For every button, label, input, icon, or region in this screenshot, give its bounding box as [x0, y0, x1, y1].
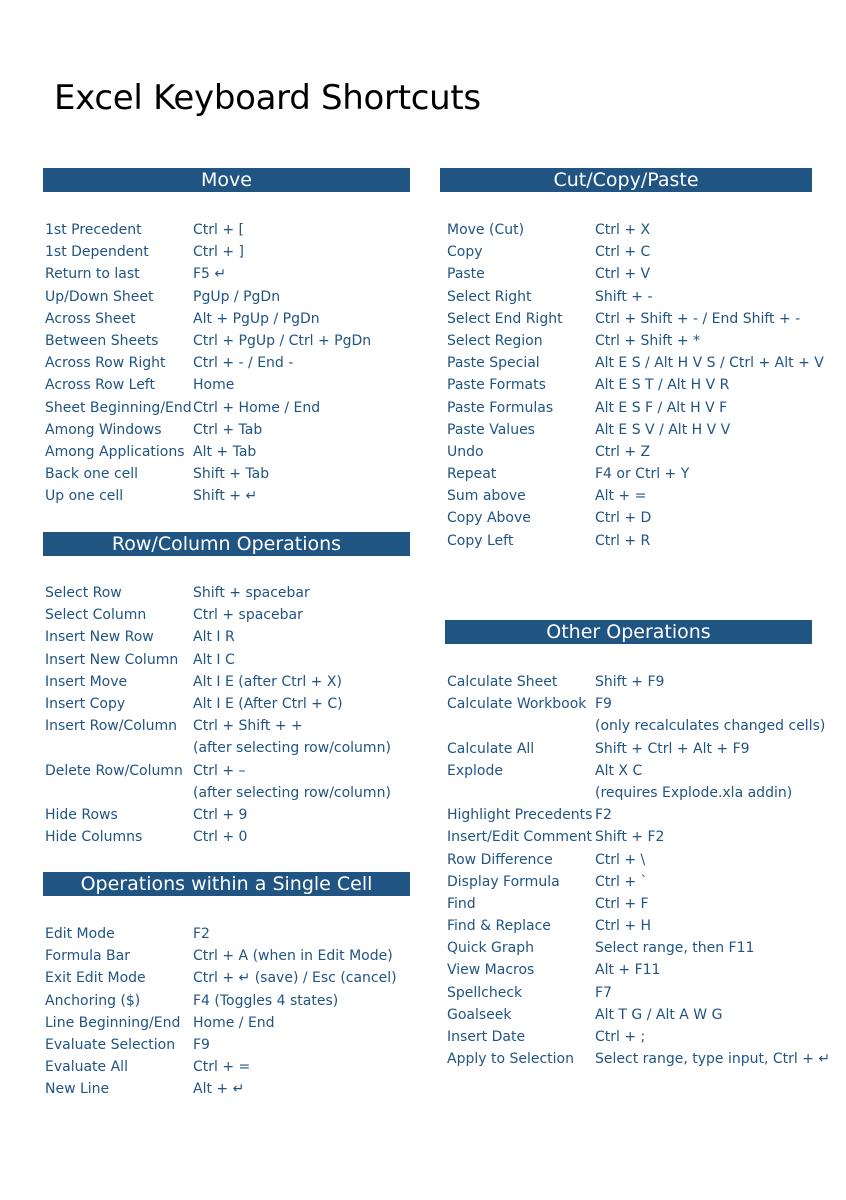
- shortcut-keys: Alt E S F / Alt H V F: [595, 399, 728, 416]
- shortcut-action: Paste Formats: [447, 377, 546, 394]
- shortcut-action: Select Right: [447, 288, 532, 305]
- shortcut-keys: Alt X C: [595, 762, 643, 779]
- shortcut-action: Select Region: [447, 332, 543, 349]
- shortcut-row: [447, 937, 837, 959]
- shortcut-keys: Alt + =: [595, 488, 647, 505]
- shortcut-action: Apply to Selection: [447, 1051, 574, 1068]
- shortcut-action: Edit Mode: [45, 926, 115, 942]
- shortcut-row: [447, 507, 837, 529]
- shortcut-action: Anchoring ($): [45, 992, 141, 1009]
- shortcut-list-cut-copy-paste: [447, 219, 837, 552]
- shortcut-row: [447, 671, 837, 693]
- shortcut-keys: F9: [193, 1036, 210, 1053]
- shortcut-row: [447, 419, 837, 441]
- shortcut-row: [45, 649, 410, 671]
- shortcut-keys: F4 (Toggles 4 states): [193, 992, 339, 1009]
- shortcut-keys: Shift + -: [595, 288, 653, 305]
- shortcut-row: [447, 782, 837, 804]
- shortcut-keys: Shift + F2: [595, 829, 665, 846]
- shortcut-keys: F5 ↵: [193, 266, 227, 283]
- shortcut-keys: Ctrl + 9: [193, 806, 248, 823]
- shortcut-keys: Ctrl + C: [595, 244, 651, 261]
- shortcut-action: Display Formula: [447, 873, 560, 890]
- shortcut-keys: F4 or Ctrl + Y: [595, 466, 690, 483]
- shortcut-action: Calculate Workbook: [447, 696, 587, 713]
- shortcut-keys: Ctrl + Shift + *: [595, 332, 700, 349]
- shortcut-keys: Alt + PgUp / PgDn: [193, 310, 320, 327]
- shortcut-row: [45, 715, 410, 737]
- shortcut-action: [447, 782, 595, 804]
- shortcut-keys: Ctrl + Shift + - / End Shift + -: [595, 310, 801, 327]
- shortcut-keys: Ctrl + R: [595, 532, 651, 549]
- section-header-single-cell: Operations within a Single Cell: [43, 872, 410, 896]
- shortcut-row: [45, 582, 410, 604]
- shortcut-keys: Alt E S / Alt H V S / Ctrl + Alt + V: [595, 355, 824, 372]
- shortcut-row: [45, 967, 410, 989]
- shortcut-keys: Ctrl + H: [595, 918, 652, 935]
- shortcut-keys: Alt T G / Alt A W G: [595, 1006, 723, 1023]
- shortcut-keys: Shift + F9: [595, 674, 665, 690]
- shortcut-keys: Alt + Tab: [193, 443, 257, 460]
- shortcut-keys: Ctrl + X: [595, 222, 651, 238]
- shortcut-row: [45, 330, 410, 352]
- shortcut-action: Calculate All: [447, 740, 535, 757]
- shortcut-action: Across Sheet: [45, 310, 136, 327]
- shortcut-action: Copy Above: [447, 510, 531, 527]
- shortcut-row: [45, 804, 410, 826]
- shortcut-keys: (after selecting row/column): [193, 740, 391, 757]
- shortcut-keys: (requires Explode.xla addin): [595, 784, 793, 801]
- shortcut-row: [45, 826, 410, 848]
- shortcut-action: Goalseek: [447, 1006, 512, 1023]
- shortcut-action: New Line: [45, 1081, 110, 1098]
- shortcut-row: [447, 330, 837, 352]
- shortcut-keys: Alt + F11: [595, 962, 661, 979]
- page-title: Excel Keyboard Shortcuts: [54, 78, 481, 118]
- shortcut-keys: F2: [193, 926, 210, 942]
- shortcut-row: [447, 397, 837, 419]
- shortcut-row: [447, 693, 837, 715]
- shortcut-row: [45, 441, 410, 463]
- shortcut-row: [45, 1056, 410, 1078]
- shortcut-keys: Alt + ↵: [193, 1081, 245, 1098]
- shortcut-keys: Shift + spacebar: [193, 585, 310, 601]
- shortcut-row: [447, 241, 837, 263]
- shortcut-action: Undo: [447, 443, 484, 460]
- shortcut-action: Copy: [447, 244, 483, 261]
- shortcut-action: Select End Right: [447, 310, 563, 327]
- shortcut-keys: Home: [193, 377, 235, 394]
- shortcut-action: Row Difference: [447, 851, 553, 868]
- shortcut-row: [447, 871, 837, 893]
- shortcut-action: Repeat: [447, 466, 497, 483]
- shortcut-row: [447, 1004, 837, 1026]
- shortcut-action: Hide Columns: [45, 829, 143, 846]
- section-header-row-column: Row/Column Operations: [43, 532, 410, 556]
- shortcut-list-single-cell: [45, 923, 410, 1101]
- shortcut-row: [447, 263, 837, 285]
- shortcut-row: [45, 219, 410, 241]
- shortcut-row: [447, 893, 837, 915]
- shortcut-row: [45, 308, 410, 330]
- shortcut-row: [45, 374, 410, 396]
- shortcut-action: View Macros: [447, 962, 535, 979]
- shortcut-action: Across Row Right: [45, 355, 166, 372]
- shortcut-keys: Alt I C: [193, 651, 235, 668]
- shortcut-row: [447, 1048, 837, 1070]
- shortcut-action: [45, 737, 193, 759]
- shortcut-action: Insert Copy: [45, 695, 126, 712]
- shortcut-row: [447, 804, 837, 826]
- shortcut-row: [447, 441, 837, 463]
- shortcut-keys: Ctrl + Home / End: [193, 399, 321, 416]
- shortcut-keys: Ctrl + D: [595, 510, 652, 527]
- shortcut-action: Insert New Row: [45, 629, 154, 646]
- shortcut-row: [45, 737, 410, 759]
- shortcut-action: Delete Row/Column: [45, 762, 183, 779]
- shortcut-row: [45, 241, 410, 263]
- shortcut-row: [45, 923, 410, 945]
- shortcut-row: [447, 715, 837, 737]
- shortcut-row: [45, 397, 410, 419]
- shortcut-action: Among Windows: [45, 421, 162, 438]
- shortcut-row: [447, 915, 837, 937]
- shortcut-action: Paste Formulas: [447, 399, 554, 416]
- shortcut-keys: Ctrl + Z: [595, 443, 651, 460]
- shortcut-action: Copy Left: [447, 532, 514, 549]
- shortcut-keys: F2: [595, 807, 612, 824]
- shortcut-keys: Shift + ↵: [193, 488, 258, 505]
- shortcut-row: [45, 760, 410, 782]
- shortcut-action: 1st Precedent: [45, 222, 142, 238]
- shortcut-list-move: [45, 219, 410, 507]
- shortcut-action: Exit Edit Mode: [45, 970, 146, 987]
- shortcut-action: Spellcheck: [447, 984, 523, 1001]
- shortcut-row: [447, 959, 837, 981]
- section-header-move: Move: [43, 168, 410, 192]
- shortcut-keys: Ctrl + \: [595, 851, 646, 868]
- shortcut-keys: Ctrl + - / End -: [193, 355, 294, 372]
- shortcut-row: [447, 1026, 837, 1048]
- shortcut-action: Select Row: [45, 585, 122, 601]
- shortcut-action: Among Applications: [45, 443, 185, 460]
- shortcut-action: Calculate Sheet: [447, 674, 558, 690]
- shortcut-action: Paste: [447, 266, 485, 283]
- shortcut-action: [45, 782, 193, 804]
- shortcut-keys: Alt I R: [193, 629, 235, 646]
- shortcut-row: [45, 463, 410, 485]
- shortcut-row: [447, 530, 837, 552]
- shortcut-action: Up/Down Sheet: [45, 288, 154, 305]
- shortcut-keys: Alt E S V / Alt H V V: [595, 421, 731, 438]
- shortcut-action: Evaluate Selection: [45, 1036, 176, 1053]
- shortcut-keys: Ctrl + spacebar: [193, 607, 303, 624]
- shortcut-action: Evaluate All: [45, 1059, 128, 1076]
- shortcut-row: [447, 219, 837, 241]
- shortcut-keys: Ctrl + =: [193, 1059, 251, 1076]
- shortcut-action: Find: [447, 895, 476, 912]
- shortcut-row: [447, 738, 837, 760]
- shortcut-keys: Ctrl + V: [595, 266, 651, 283]
- shortcut-action: Explode: [447, 762, 503, 779]
- shortcut-action: Hide Rows: [45, 806, 118, 823]
- shortcut-row: [447, 982, 837, 1004]
- shortcut-action: Insert New Column: [45, 651, 179, 668]
- section-header-other: Other Operations: [445, 620, 812, 644]
- shortcut-keys: Ctrl + A (when in Edit Mode): [193, 948, 393, 965]
- shortcut-row: [447, 286, 837, 308]
- shortcut-action: Sheet Beginning/End: [45, 399, 192, 416]
- shortcut-row: [447, 849, 837, 871]
- shortcut-action: Move (Cut): [447, 222, 525, 238]
- shortcut-row: [45, 1012, 410, 1034]
- shortcut-action: Return to last: [45, 266, 140, 283]
- shortcut-keys: Ctrl + –: [193, 762, 246, 779]
- shortcut-action: 1st Dependent: [45, 244, 149, 261]
- shortcut-row: [45, 352, 410, 374]
- shortcut-action: Insert Row/Column: [45, 718, 178, 735]
- shortcut-keys: PgUp / PgDn: [193, 288, 281, 305]
- shortcut-row: [45, 286, 410, 308]
- shortcut-row: [447, 308, 837, 330]
- shortcut-row: [447, 485, 837, 507]
- shortcut-action: Between Sheets: [45, 332, 159, 349]
- shortcut-keys: Ctrl + F: [595, 895, 649, 912]
- shortcut-row: [45, 604, 410, 626]
- shortcut-keys: (after selecting row/column): [193, 784, 391, 801]
- shortcut-list-row-column: [45, 582, 410, 848]
- shortcut-action: Across Row Left: [45, 377, 155, 394]
- shortcut-keys: Shift + Ctrl + Alt + F9: [595, 740, 750, 757]
- shortcut-action: Line Beginning/End: [45, 1014, 181, 1031]
- shortcut-keys: Home / End: [193, 1014, 275, 1031]
- shortcut-action: Insert Move: [45, 673, 128, 690]
- shortcut-keys: Alt E S T / Alt H V R: [595, 377, 730, 394]
- shortcut-keys: F9: [595, 696, 612, 713]
- shortcut-row: [447, 826, 837, 848]
- shortcut-action: [447, 715, 595, 737]
- shortcut-row: [45, 485, 410, 507]
- shortcut-row: [45, 419, 410, 441]
- shortcut-action: Formula Bar: [45, 948, 130, 965]
- shortcut-keys: Select range, type input, Ctrl + ↵: [595, 1051, 831, 1068]
- shortcut-row: [45, 1078, 410, 1100]
- shortcut-row: [45, 693, 410, 715]
- shortcut-list-other: [447, 671, 837, 1070]
- shortcut-row: [447, 352, 837, 374]
- shortcut-keys: Ctrl + Tab: [193, 421, 263, 438]
- shortcut-action: Up one cell: [45, 488, 124, 505]
- shortcut-row: [45, 263, 410, 285]
- shortcut-keys: Ctrl + Shift + +: [193, 718, 303, 735]
- shortcut-action: Sum above: [447, 488, 526, 505]
- shortcut-action: Highlight Precedents: [447, 807, 593, 824]
- shortcut-action: Paste Values: [447, 421, 535, 438]
- shortcut-action: Find & Replace: [447, 918, 551, 935]
- shortcut-keys: Ctrl + `: [595, 873, 648, 890]
- shortcut-row: [45, 945, 410, 967]
- shortcut-keys: Ctrl + ↵ (save) / Esc (cancel): [193, 970, 397, 987]
- shortcut-row: [45, 990, 410, 1012]
- shortcut-keys: Ctrl + PgUp / Ctrl + PgDn: [193, 332, 372, 349]
- shortcut-row: [45, 671, 410, 693]
- shortcut-keys: F7: [595, 984, 612, 1001]
- shortcut-action: Insert/Edit Comment: [447, 829, 593, 846]
- shortcut-keys: Ctrl + ;: [595, 1029, 646, 1045]
- shortcut-keys: Alt I E (After Ctrl + C): [193, 695, 343, 712]
- shortcut-action: Insert Date: [447, 1029, 526, 1045]
- shortcut-row: [447, 760, 837, 782]
- shortcut-keys: Select range, then F11: [595, 940, 755, 957]
- shortcut-keys: Ctrl + ]: [193, 244, 245, 261]
- shortcut-action: Select Column: [45, 607, 147, 624]
- shortcut-keys: Shift + Tab: [193, 466, 270, 483]
- shortcut-action: Quick Graph: [447, 940, 534, 957]
- shortcut-row: [45, 782, 410, 804]
- shortcut-keys: (only recalculates changed cells): [595, 718, 826, 735]
- shortcut-action: Back one cell: [45, 466, 139, 483]
- shortcut-row: [447, 374, 837, 396]
- shortcut-row: [45, 1034, 410, 1056]
- section-header-cut-copy-paste: Cut/Copy/Paste: [440, 168, 812, 192]
- shortcut-action: Paste Special: [447, 355, 540, 372]
- shortcut-row: [447, 463, 837, 485]
- shortcut-keys: Alt I E (after Ctrl + X): [193, 673, 342, 690]
- shortcut-row: [45, 626, 410, 648]
- shortcut-keys: Ctrl + [: [193, 222, 245, 238]
- shortcut-keys: Ctrl + 0: [193, 829, 248, 846]
